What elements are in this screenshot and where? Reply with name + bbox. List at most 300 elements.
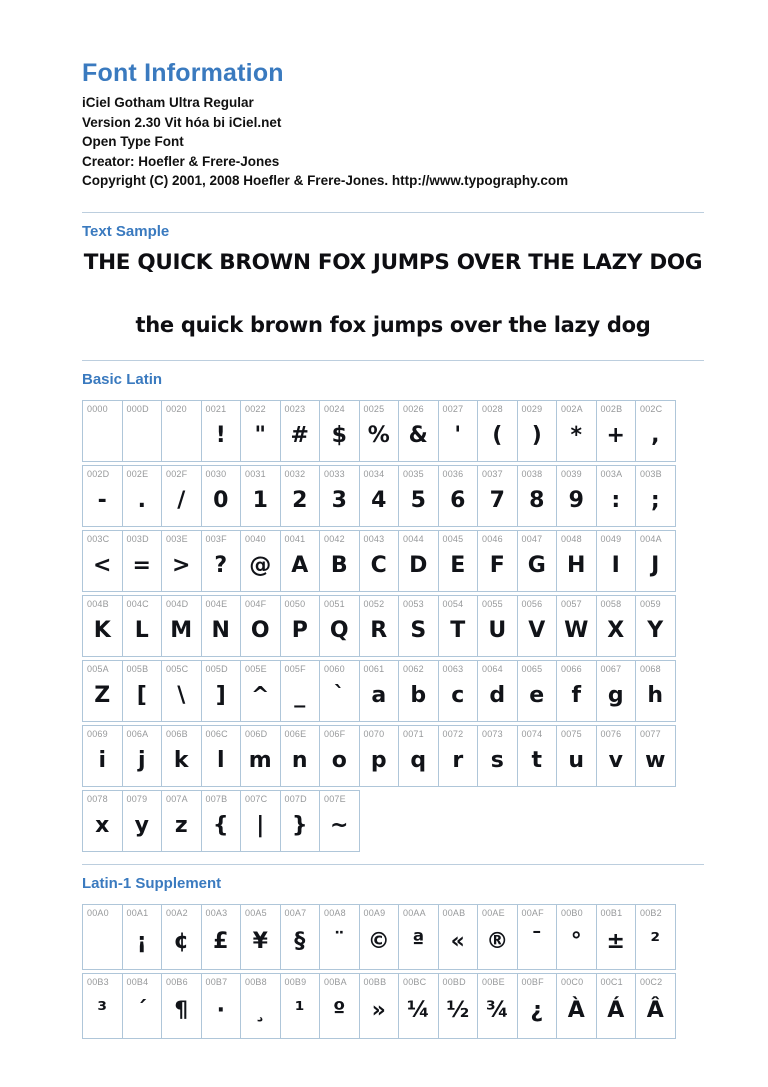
codepoint-label: 006F bbox=[324, 728, 346, 739]
glyph-cell bbox=[201, 595, 242, 657]
glyph: o bbox=[331, 748, 347, 773]
codepoint-label: 00B9 bbox=[284, 976, 307, 987]
codepoint-label: 0030 bbox=[205, 468, 227, 479]
glyph: ' bbox=[454, 423, 462, 448]
glyph-cell bbox=[201, 530, 242, 592]
glyph-cell bbox=[517, 530, 558, 592]
codepoint-label: 007B bbox=[205, 793, 228, 804]
codepoint-label: 0039 bbox=[561, 468, 582, 479]
glyph-cell bbox=[122, 904, 163, 970]
codepoint-label: 002F bbox=[166, 468, 188, 479]
glyph-cell bbox=[201, 400, 242, 462]
glyph: R bbox=[370, 618, 388, 643]
codepoint-label: 002D bbox=[87, 468, 110, 479]
codepoint-label: 005D bbox=[205, 663, 228, 674]
glyph-cell bbox=[398, 973, 439, 1039]
glyph-row bbox=[82, 660, 690, 722]
glyph: } bbox=[291, 813, 308, 838]
glyph-cell bbox=[122, 973, 163, 1039]
glyph: y bbox=[134, 813, 149, 838]
glyph: ¶ bbox=[174, 998, 189, 1023]
codepoint-label: 0026 bbox=[403, 403, 424, 414]
glyph: f bbox=[571, 683, 582, 708]
codepoint-label: 0046 bbox=[482, 533, 503, 544]
glyph-cell bbox=[477, 904, 518, 970]
glyph-cell bbox=[122, 400, 163, 462]
glyph: $ bbox=[331, 423, 347, 448]
codepoint-label: 00BB bbox=[363, 976, 387, 987]
codepoint-label: 006B bbox=[166, 728, 188, 739]
glyph-cell bbox=[122, 595, 163, 657]
glyph: _ bbox=[294, 683, 306, 708]
glyph: # bbox=[290, 423, 309, 448]
glyph-cell bbox=[398, 660, 439, 722]
glyph: ; bbox=[650, 488, 660, 513]
glyph: i bbox=[98, 748, 107, 773]
glyph-cell bbox=[201, 973, 242, 1039]
codepoint-label: 00A1 bbox=[126, 907, 149, 918]
glyph: ¥ bbox=[252, 929, 268, 954]
glyph-cell bbox=[122, 790, 163, 852]
glyph: « bbox=[450, 929, 465, 954]
codepoint-label: 005F bbox=[284, 663, 306, 674]
glyph: r bbox=[452, 748, 464, 773]
glyph bbox=[123, 415, 162, 461]
glyph: ² bbox=[650, 929, 661, 954]
glyph-cell bbox=[319, 530, 360, 592]
codepoint-label: 00AE bbox=[482, 907, 505, 918]
glyph: Á bbox=[607, 998, 625, 1023]
glyph: / bbox=[177, 488, 186, 513]
codepoint-label: 000D bbox=[126, 403, 149, 414]
glyph-cell bbox=[398, 530, 439, 592]
codepoint-label: 006C bbox=[205, 728, 228, 739]
glyph-cell bbox=[280, 660, 321, 722]
glyph: ¼ bbox=[406, 998, 430, 1023]
glyph: ¢ bbox=[173, 929, 189, 954]
codepoint-label: 0079 bbox=[126, 793, 148, 804]
glyph: ¿ bbox=[530, 998, 544, 1023]
codepoint-label: 0049 bbox=[600, 533, 622, 544]
codepoint-label: 0063 bbox=[442, 663, 464, 674]
glyph: ` bbox=[333, 683, 345, 708]
codepoint-label: 00AF bbox=[521, 907, 544, 918]
glyph-cell bbox=[635, 530, 676, 592]
codepoint-label: 00B8 bbox=[245, 976, 267, 987]
codepoint-label: 00B1 bbox=[600, 907, 623, 918]
codepoint-label: 005A bbox=[87, 663, 109, 674]
glyph-cell bbox=[359, 904, 400, 970]
codepoint-label: 0032 bbox=[284, 468, 306, 479]
glyph: 2 bbox=[292, 488, 308, 513]
font-metadata bbox=[82, 93, 704, 191]
glyph-cell bbox=[82, 465, 123, 527]
glyph-cell bbox=[596, 725, 637, 787]
glyph: ® bbox=[486, 929, 509, 954]
glyph: Z bbox=[94, 683, 111, 708]
codepoint-label: 003C bbox=[87, 533, 110, 544]
glyph-cell bbox=[82, 904, 123, 970]
codepoint-label: 00B6 bbox=[166, 976, 188, 987]
glyph: 9 bbox=[568, 488, 584, 513]
codepoint-label: 0067 bbox=[600, 663, 622, 674]
glyph-cell bbox=[635, 595, 676, 657]
glyph: A bbox=[291, 553, 309, 578]
glyph-cell bbox=[319, 660, 360, 722]
codepoint-label: 00BA bbox=[324, 976, 347, 987]
glyph: · bbox=[216, 998, 225, 1023]
glyph-cell bbox=[359, 530, 400, 592]
codepoint-label: 0070 bbox=[363, 728, 385, 739]
glyph: ´ bbox=[136, 998, 148, 1023]
codepoint-label: 0078 bbox=[87, 793, 108, 804]
glyph: ? bbox=[214, 553, 228, 578]
glyph: | bbox=[256, 813, 265, 838]
glyph-cell bbox=[161, 790, 202, 852]
codepoint-label: 0056 bbox=[521, 598, 543, 609]
codepoint-label: 004F bbox=[245, 598, 267, 609]
codepoint-label: 0045 bbox=[442, 533, 464, 544]
glyph-cell bbox=[122, 530, 163, 592]
glyph: s bbox=[490, 748, 504, 773]
codepoint-label: 002A bbox=[561, 403, 583, 414]
glyph-cell bbox=[359, 595, 400, 657]
glyph: ¹ bbox=[294, 998, 305, 1023]
glyph bbox=[83, 919, 122, 969]
codepoint-label: 0024 bbox=[324, 403, 345, 414]
codepoint-label: 0052 bbox=[363, 598, 385, 609]
codepoint-label: 00C0 bbox=[561, 976, 584, 987]
codepoint-label: 0053 bbox=[403, 598, 424, 609]
glyph: Y bbox=[647, 618, 664, 643]
glyph: 3 bbox=[331, 488, 347, 513]
glyph-cell bbox=[556, 904, 597, 970]
glyph: q bbox=[410, 748, 427, 773]
codepoint-label: 0022 bbox=[245, 403, 266, 414]
glyph: % bbox=[367, 423, 390, 448]
codepoint-label: 003B bbox=[640, 468, 662, 479]
codepoint-label: 003E bbox=[166, 533, 188, 544]
glyph-cell bbox=[517, 725, 558, 787]
glyph-cell bbox=[556, 465, 597, 527]
glyph: P bbox=[291, 618, 308, 643]
font-type-line: Open Type Font bbox=[82, 134, 184, 149]
codepoint-label: 0000 bbox=[87, 403, 108, 414]
codepoint-label: 00C2 bbox=[640, 976, 663, 987]
glyph-cell bbox=[319, 904, 360, 970]
glyph-cell bbox=[240, 660, 281, 722]
glyph-cell bbox=[477, 465, 518, 527]
codepoint-label: 00A2 bbox=[166, 907, 188, 918]
glyph-cell bbox=[82, 660, 123, 722]
glyph: G bbox=[527, 553, 546, 578]
glyph: , bbox=[651, 423, 660, 448]
codepoint-label: 006D bbox=[245, 728, 268, 739]
codepoint-label: 0033 bbox=[324, 468, 345, 479]
pangram-uppercase: THE QUICK BROWN FOX JUMPS OVER THE LAZY DOG bbox=[83, 249, 703, 275]
glyph: h bbox=[647, 683, 664, 708]
glyph: ( bbox=[492, 423, 503, 448]
text-sample-heading: Text Sample bbox=[82, 222, 170, 240]
glyph: 6 bbox=[450, 488, 466, 513]
codepoint-label: 0040 bbox=[245, 533, 266, 544]
glyph-cell bbox=[319, 400, 360, 462]
glyph: ) bbox=[531, 423, 542, 448]
glyph-cell bbox=[240, 595, 281, 657]
glyph-cell bbox=[556, 660, 597, 722]
codepoint-label: 00B0 bbox=[561, 907, 583, 918]
glyph-cell bbox=[122, 465, 163, 527]
glyph: ! bbox=[215, 423, 226, 448]
codepoint-label: 0066 bbox=[561, 663, 582, 674]
glyph: ¨ bbox=[333, 929, 345, 954]
glyph-cell bbox=[201, 725, 242, 787]
codepoint-label: 007C bbox=[245, 793, 268, 804]
glyph-cell bbox=[596, 904, 637, 970]
font-copyright-line: Copyright (C) 2001, 2008 Hoefler & Frere-Jones. http://www.typography.com bbox=[82, 173, 569, 188]
codepoint-label: 0047 bbox=[521, 533, 543, 544]
glyph-cell bbox=[240, 725, 281, 787]
codepoint-label: 0036 bbox=[442, 468, 464, 479]
glyph: ± bbox=[606, 929, 625, 954]
codepoint-label: 004B bbox=[87, 598, 109, 609]
page-title: Font Information bbox=[82, 59, 284, 87]
glyph-cell bbox=[359, 400, 400, 462]
glyph-cell bbox=[359, 465, 400, 527]
glyph: ³ bbox=[97, 998, 108, 1023]
codepoint-label: 003D bbox=[126, 533, 149, 544]
glyph-cell bbox=[556, 400, 597, 462]
glyph: l bbox=[216, 748, 225, 773]
codepoint-label: 00B2 bbox=[640, 907, 662, 918]
codepoint-label: 004C bbox=[126, 598, 149, 609]
glyph-row bbox=[82, 595, 690, 657]
glyph: Â bbox=[646, 998, 664, 1023]
glyph: 7 bbox=[489, 488, 505, 513]
glyph: g bbox=[607, 683, 624, 708]
codepoint-label: 002C bbox=[640, 403, 663, 414]
glyph-cell bbox=[398, 904, 439, 970]
glyph: = bbox=[132, 553, 151, 578]
codepoint-label: 0074 bbox=[521, 728, 543, 739]
glyph-cell bbox=[477, 530, 518, 592]
glyph-cell bbox=[161, 595, 202, 657]
codepoint-label: 0027 bbox=[442, 403, 464, 414]
glyph: t bbox=[531, 748, 543, 773]
glyph: º bbox=[333, 998, 346, 1023]
glyph-cell bbox=[240, 400, 281, 462]
glyph: À bbox=[567, 998, 585, 1023]
glyph-cell bbox=[438, 465, 479, 527]
glyph: { bbox=[212, 813, 229, 838]
codepoint-label: 006E bbox=[284, 728, 307, 739]
glyph-cell bbox=[635, 904, 676, 970]
codepoint-label: 0069 bbox=[87, 728, 108, 739]
codepoint-label: 0042 bbox=[324, 533, 345, 544]
codepoint-label: 0020 bbox=[166, 403, 187, 414]
codepoint-label: 00C1 bbox=[600, 976, 623, 987]
glyph-cell bbox=[280, 790, 321, 852]
glyph: E bbox=[450, 553, 466, 578]
codepoint-label: 0023 bbox=[284, 403, 306, 414]
glyph-cell bbox=[201, 660, 242, 722]
glyph: z bbox=[174, 813, 188, 838]
glyph: D bbox=[409, 553, 428, 578]
glyph-cell bbox=[517, 660, 558, 722]
glyph: M bbox=[170, 618, 193, 643]
glyph-cell bbox=[82, 725, 123, 787]
codepoint-label: 00B3 bbox=[87, 976, 109, 987]
glyph: » bbox=[371, 998, 386, 1023]
codepoint-label: 00BC bbox=[403, 976, 427, 987]
codepoint-label: 0054 bbox=[442, 598, 464, 609]
glyph: W bbox=[564, 618, 589, 643]
glyph: ~ bbox=[330, 813, 349, 838]
glyph-cell bbox=[635, 725, 676, 787]
glyph-cell bbox=[240, 530, 281, 592]
glyph: 5 bbox=[410, 488, 426, 513]
glyph: I bbox=[611, 553, 620, 578]
codepoint-label: 0062 bbox=[403, 663, 424, 674]
glyph: T bbox=[450, 618, 466, 643]
glyph: 8 bbox=[529, 488, 545, 513]
codepoint-label: 004A bbox=[640, 533, 662, 544]
glyph: H bbox=[567, 553, 586, 578]
latin1-supplement-heading: Latin-1 Supplement bbox=[82, 874, 222, 892]
codepoint-label: 0044 bbox=[403, 533, 424, 544]
glyph: x bbox=[95, 813, 110, 838]
glyph: N bbox=[211, 618, 230, 643]
glyph: ½ bbox=[446, 998, 470, 1023]
codepoint-label: 0076 bbox=[600, 728, 622, 739]
glyph-cell bbox=[398, 595, 439, 657]
glyph: S bbox=[410, 618, 427, 643]
glyph-cell bbox=[280, 595, 321, 657]
codepoint-label: 0058 bbox=[600, 598, 622, 609]
glyph: @ bbox=[249, 553, 272, 578]
codepoint-label: 0048 bbox=[561, 533, 582, 544]
codepoint-label: 00A7 bbox=[284, 907, 307, 918]
codepoint-label: 0051 bbox=[324, 598, 345, 609]
codepoint-label: 007D bbox=[284, 793, 307, 804]
glyph-cell bbox=[319, 973, 360, 1039]
glyph-cell bbox=[280, 530, 321, 592]
glyph: ¯ bbox=[531, 929, 543, 954]
codepoint-label: 0077 bbox=[640, 728, 661, 739]
glyph: e bbox=[529, 683, 545, 708]
glyph-cell bbox=[477, 595, 518, 657]
glyph: b bbox=[410, 683, 427, 708]
glyph: \ bbox=[177, 683, 186, 708]
glyph: d bbox=[489, 683, 506, 708]
glyph: j bbox=[137, 748, 146, 773]
glyph-row bbox=[82, 790, 690, 852]
codepoint-label: 002B bbox=[600, 403, 623, 414]
glyph-cell bbox=[556, 530, 597, 592]
glyph-cell bbox=[438, 973, 479, 1039]
codepoint-label: 006A bbox=[126, 728, 149, 739]
codepoint-label: 0064 bbox=[482, 663, 503, 674]
glyph: ° bbox=[570, 929, 582, 954]
glyph: X bbox=[607, 618, 625, 643]
glyph-cell bbox=[240, 904, 281, 970]
glyph: a bbox=[371, 683, 387, 708]
font-version-line: Version 2.30 Vit hóa bi iCiel.net bbox=[82, 114, 282, 130]
codepoint-label: 00AB bbox=[442, 907, 466, 918]
glyph-cell bbox=[201, 904, 242, 970]
codepoint-label: 00B4 bbox=[126, 976, 149, 987]
glyph-cell bbox=[477, 400, 518, 462]
glyph: p bbox=[370, 748, 387, 773]
codepoint-label: 0050 bbox=[284, 598, 306, 609]
glyph-cell bbox=[319, 595, 360, 657]
glyph-cell bbox=[477, 973, 518, 1039]
page-content bbox=[82, 0, 704, 1042]
glyph-cell bbox=[438, 904, 479, 970]
divider bbox=[82, 360, 704, 361]
glyph: > bbox=[172, 553, 191, 578]
glyph-cell bbox=[161, 530, 202, 592]
codepoint-label: 005E bbox=[245, 663, 267, 674]
glyph-cell bbox=[280, 725, 321, 787]
codepoint-label: 0029 bbox=[521, 403, 543, 414]
glyph: + bbox=[606, 423, 625, 448]
glyph: : bbox=[611, 488, 621, 513]
glyph-cell bbox=[161, 465, 202, 527]
glyph: ª bbox=[412, 929, 425, 954]
codepoint-label: 00A9 bbox=[363, 907, 386, 918]
glyph-cell bbox=[596, 465, 637, 527]
glyph-cell bbox=[635, 660, 676, 722]
glyph-cell bbox=[280, 973, 321, 1039]
font-name-line: iCiel Gotham Ultra Regular bbox=[82, 95, 254, 110]
glyph-cell bbox=[398, 725, 439, 787]
glyph: J bbox=[651, 553, 660, 578]
glyph-cell bbox=[517, 595, 558, 657]
glyph-cell bbox=[596, 530, 637, 592]
pangram-lowercase: the quick brown fox jumps over the lazy dog bbox=[135, 312, 651, 337]
glyph: " bbox=[254, 423, 266, 448]
codepoint-label: 00A0 bbox=[87, 907, 109, 918]
codepoint-label: 0073 bbox=[482, 728, 503, 739]
glyph: ^ bbox=[251, 683, 270, 708]
glyph: u bbox=[568, 748, 585, 773]
glyph: w bbox=[645, 748, 666, 773]
glyph-cell bbox=[161, 973, 202, 1039]
codepoint-label: 0072 bbox=[442, 728, 464, 739]
glyph-cell bbox=[122, 660, 163, 722]
glyph: L bbox=[134, 618, 149, 643]
glyph: v bbox=[608, 748, 623, 773]
font-creator-line: Creator: Hoefler & Frere-Jones bbox=[82, 153, 280, 169]
glyph: ¡ bbox=[136, 929, 147, 954]
glyph-cell bbox=[161, 400, 202, 462]
glyph-row bbox=[82, 904, 690, 970]
glyph: 0 bbox=[213, 488, 229, 513]
glyph-cell bbox=[161, 904, 202, 970]
glyph: . bbox=[137, 488, 146, 513]
glyph: c bbox=[451, 683, 465, 708]
glyph-cell bbox=[398, 400, 439, 462]
glyph: O bbox=[250, 618, 270, 643]
glyph-cell bbox=[359, 660, 400, 722]
basic-latin-heading: Basic Latin bbox=[82, 370, 163, 388]
codepoint-label: 0060 bbox=[324, 663, 345, 674]
glyph: F bbox=[489, 553, 505, 578]
glyph-cell bbox=[240, 973, 281, 1039]
glyph-cell bbox=[82, 790, 123, 852]
codepoint-label: 0028 bbox=[482, 403, 503, 414]
